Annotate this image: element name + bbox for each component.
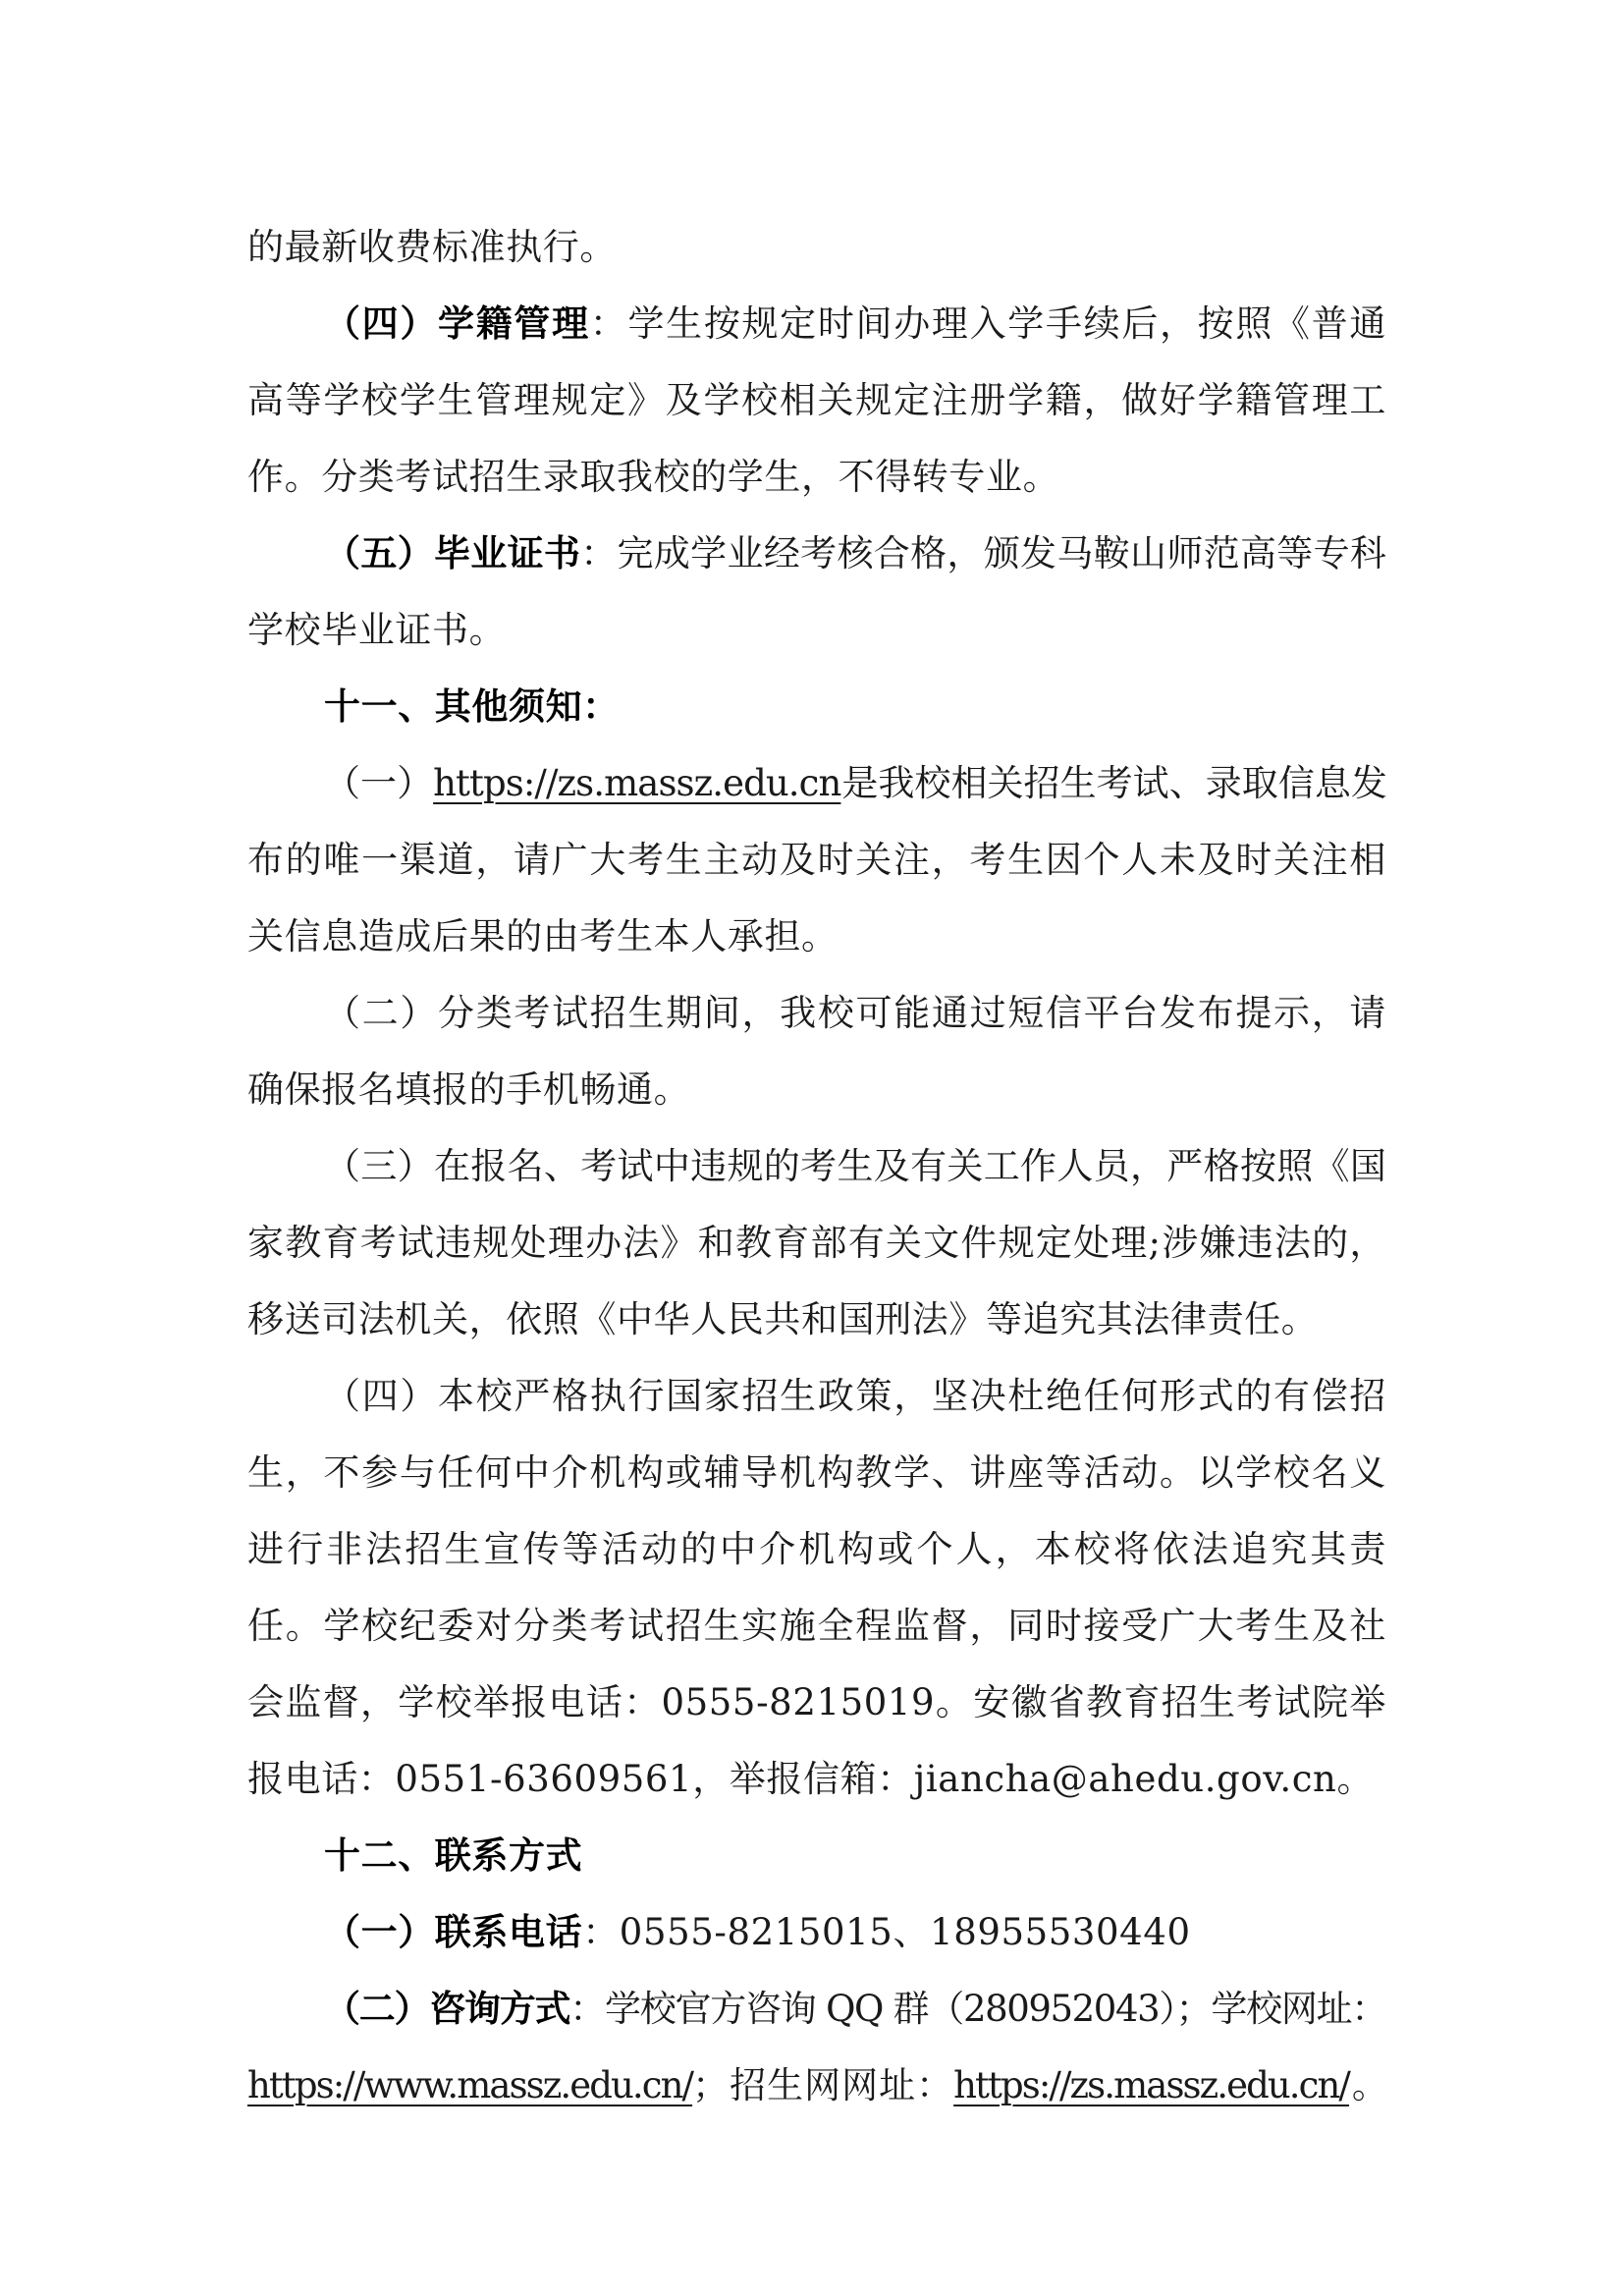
- admissions-website-link[interactable]: https://zs.massz.edu.cn/: [953, 2064, 1349, 2106]
- graduation-line-1: （五）毕业证书：完成学业经考核合格，颁发马鞍山师范高等专科: [324, 532, 1387, 574]
- notice-3-line-2: 家教育考试违规处理办法》和教育部有关文件规定处理;涉嫌违法的，: [247, 1222, 1386, 1264]
- notice-2-line-2: 确保报名填报的手机畅通。: [247, 1068, 691, 1111]
- graduation-line-2: 学校毕业证书。: [247, 609, 507, 651]
- notice-3-line-1: （三）在报名、考试中违规的考生及有关工作人员，严格按照《国: [324, 1145, 1386, 1187]
- notice-1-line-2: 布的唯一渠道，请广大考生主动及时关注，考生因个人未及时关注相: [247, 839, 1386, 881]
- contact-phone-heading: （一）联系电话: [324, 1911, 583, 1953]
- notice-1-line-3: 关信息造成后果的由考生本人承担。: [247, 915, 839, 957]
- consult-line-1: （二）咨询方式：学校官方咨询 QQ 群（280952043）；学校网址：: [324, 1988, 1386, 2030]
- consult-line-2: https://www.massz.edu.cn/；招生网网址：https://zs.massz.edu.cn/。: [247, 2064, 1386, 2106]
- graduation-heading: （五）毕业证书: [324, 532, 581, 574]
- contact-phone-line: （一）联系电话：0555-8215015、18955530440: [324, 1911, 1191, 1953]
- fee-standard-end: 的最新收费标准执行。: [247, 226, 617, 268]
- notice-4-line-2: 生，不参与任何中介机构或辅导机构教学、讲座等活动。以学校名义: [247, 1451, 1386, 1494]
- section-11-heading: 十一、其他须知：: [324, 685, 620, 728]
- notice-2-line-1: （二）分类考试招生期间，我校可能通过短信平台发布提示，请: [324, 992, 1386, 1034]
- student-status-heading: （四）学籍管理: [324, 302, 590, 345]
- student-status-line-1: （四）学籍管理：学生按规定时间办理入学手续后，按照《普通: [324, 302, 1387, 345]
- notice-4-line-4: 任。学校纪委对分类考试招生实施全程监督，同时接受广大考生及社: [247, 1605, 1386, 1647]
- school-website-link[interactable]: https://www.massz.edu.cn/: [247, 2064, 693, 2106]
- notice-4-line-6: 报电话：0551-63609561，举报信箱：jiancha@ahedu.gov.cn。: [247, 1758, 1375, 1800]
- student-status-line-2: 高等学校学生管理规定》及学校相关规定注册学籍，做好学籍管理工: [247, 379, 1386, 421]
- notice-1-line-1: （一）https://zs.massz.edu.cn是我校相关招生考试、录取信息发: [324, 762, 1386, 804]
- notice-3-line-3: 移送司法机关，依照《中华人民共和国刑法》等追究其法律责任。: [247, 1298, 1319, 1340]
- notice-4-line-3: 进行非法招生宣传等活动的中介机构或个人，本校将依法追究其责: [247, 1528, 1386, 1570]
- notice-4-line-1: （四）本校严格执行国家招生政策，坚决杜绝任何形式的有偿招: [324, 1375, 1386, 1417]
- notice-4-line-5: 会监督，学校举报电话：0555-8215019。安徽省教育招生考试院举: [247, 1681, 1386, 1723]
- section-12-heading: 十二、联系方式: [324, 1834, 583, 1877]
- admissions-link[interactable]: https://zs.massz.edu.cn: [433, 762, 841, 804]
- consult-heading: （二）咨询方式: [324, 1988, 570, 2030]
- student-status-line-3: 作。分类考试招生录取我校的学生，不得转专业。: [247, 456, 1060, 498]
